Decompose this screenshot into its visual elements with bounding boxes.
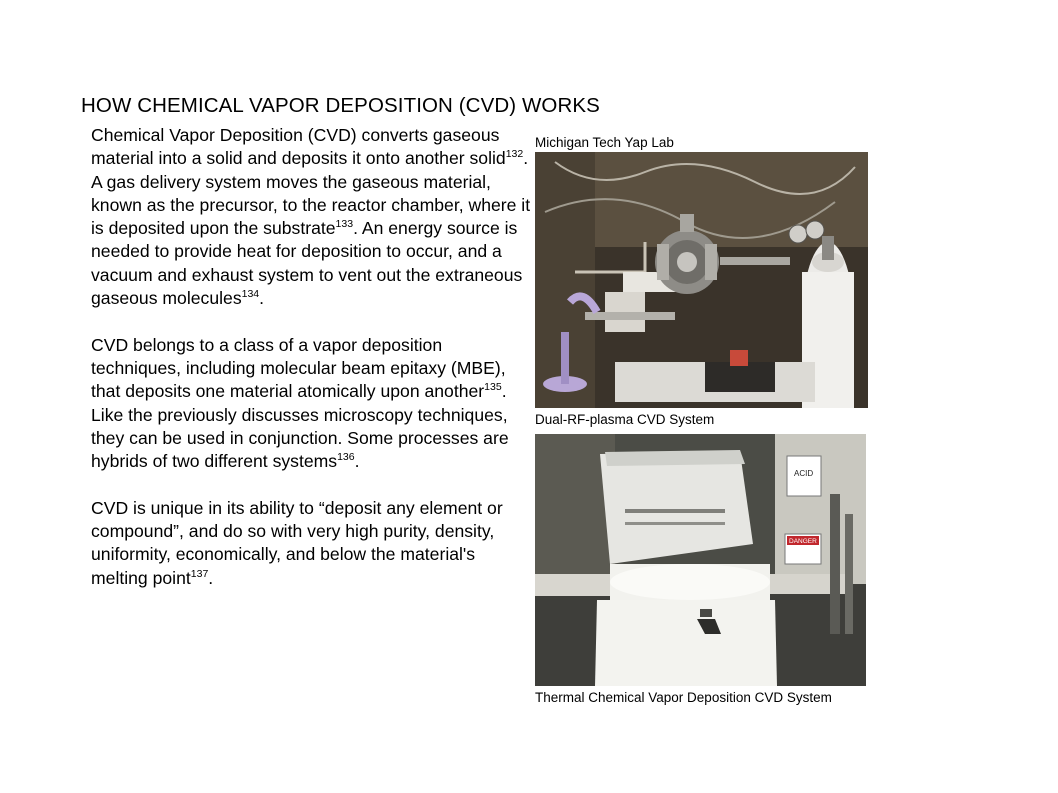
paragraph-text: . An energy source is needed to provide heat for deposition to occur, and a vacuum and exhaust system to vent out the extraneous gaseous molecules [91, 218, 523, 309]
danger-sign-text: DANGER [789, 538, 817, 545]
page-title: HOW CHEMICAL VAPOR DEPOSITION (CVD) WORKS [81, 94, 600, 117]
paragraph-uniqueness [91, 497, 531, 590]
body-text [91, 124, 531, 613]
footnote-ref: 133 [335, 218, 354, 231]
paragraph-classification [91, 334, 531, 474]
paragraph-text: CVD belongs to a class of a vapor deposition techniques, including molecular beam epitaxy (MBE), that deposits one material atomically upon another [91, 334, 506, 402]
paragraph-text: Chemical Vapor Deposition (CVD) converts gaseous material into a solid and deposits it onto another solid [91, 125, 506, 169]
photo-thermal-cvd-system [535, 434, 866, 686]
footnote-ref: 132 [505, 148, 524, 161]
caption-lab: Michigan Tech Yap Lab [535, 135, 674, 150]
paragraph-text: . Like the previously discusses microscopy techniques, they can be used in conjunction. Some processes are hybrids of two different systems [91, 381, 509, 472]
paragraph-text: . A gas delivery system moves the gaseous material, known as the precursor, to the reactor chamber, where it is deposited upon the substrate [91, 148, 531, 239]
paragraph-text: . [259, 288, 265, 309]
acid-sign-text: ACID [794, 469, 814, 478]
footnote-ref: 137 [190, 567, 209, 580]
photo-yap-lab-cvd-apparatus [535, 152, 868, 408]
caption-plasma: Dual-RF-plasma CVD System [535, 412, 715, 427]
footnote-ref: 136 [337, 451, 355, 464]
paragraph-text: CVD is unique in its ability to “deposit any element or compound”, and do so with very high purity, density, uniformity, economically, and below the material's melting point [91, 497, 503, 588]
paragraph-text: . [354, 451, 360, 472]
paragraph-text: . [208, 567, 214, 588]
footnote-ref: 135 [484, 381, 502, 394]
caption-thermal: Thermal Chemical Vapor Deposition CVD System [535, 690, 832, 705]
paragraph-intro [91, 124, 531, 310]
footnote-ref: 134 [241, 288, 260, 301]
